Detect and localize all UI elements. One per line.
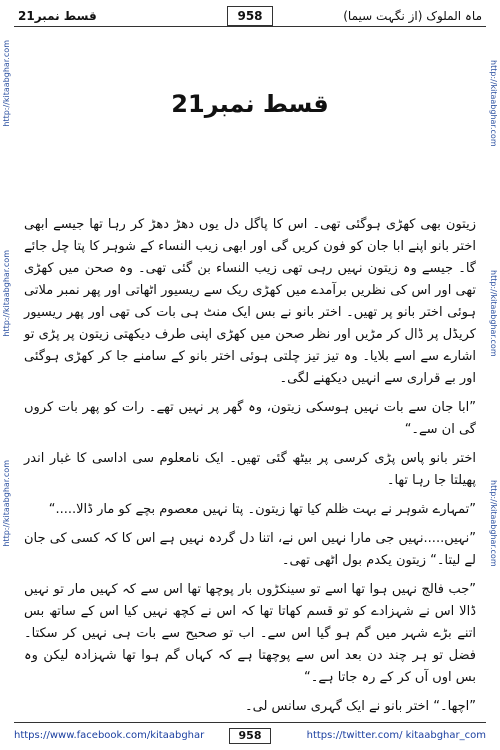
paragraph: ”اچھا۔“ اختر بانو نے ایک گہری سانس لی۔: [245, 699, 476, 714]
episode-label: قسط نمبر21: [18, 9, 97, 23]
side-watermark-left-1: http://kitaabghar.com: [2, 40, 11, 127]
paragraph: ”نہیں.....نہیں جی مارا نہیں اس نے، اتنا دل گردہ نہیں ہے اس کا کہ کسی کی جان لے لیتا۔“ زیتون یکدم بول اٹھی تھی۔: [24, 531, 476, 568]
side-watermark-left-3: http://kitaabghar.com: [2, 460, 11, 547]
paragraph: ”تمہارے شوہر نے بہت ظلم کیا تھا زیتون۔ پتا نہیں معصوم بچے کو مار ڈالا.....“: [48, 502, 476, 517]
header-divider: [14, 26, 486, 27]
paragraph: اختر بانو پاس پڑی کرسی پر بیٹھ گئی تھیں۔ ایک نامعلوم سی اداسی کا غبار اندر پھیلتا جا رہا تھا۔: [24, 451, 476, 488]
story-body: [24, 214, 476, 725]
page-footer: [14, 728, 486, 744]
paragraph: ”ابا جان سے بات نہیں ہوسکی زیتون، وہ گھر پر نہیں تھے۔ رات کو پھر بات کروں گی ان سے۔“: [24, 400, 476, 437]
side-watermark-left-2: http://kitaabghar.com: [2, 250, 11, 337]
twitter-link[interactable]: https://twitter.com/ kitaabghar_com: [306, 730, 486, 741]
footer-divider: [14, 722, 486, 723]
facebook-link[interactable]: https://www.facebook.com/kitaabghar: [14, 730, 205, 741]
paragraph: ”جب فالج نہیں ہوا تھا اسے تو سینکڑوں بار پوچھا تھا اس سے کہ کہیں مار تو نہیں ڈالا اس نے شہزادے کو تو قسم کھاتا تھا کہ اس نے کچھ نہیں کیا اس کے ساتھ بس اتنے بڑے شہر میں گم ہو گیا اس سے۔ اب تو صحیح سے بات ہی نہیں کر سکتا۔ فضل تو ہر چند دن بعد اس سے پوچھتا ہے کہ کہاں گم ہوا تھا شہزادہ لیکن وہ بس اوں آں کر کے رہ جاتا ہے۔“: [24, 582, 476, 685]
side-watermark-right-2: http://kitaabghar.com: [489, 270, 498, 357]
chapter-title: قسط نمبر21: [171, 90, 329, 118]
page-number-top: 958: [227, 6, 273, 26]
page-header: [14, 6, 486, 28]
book-title: ماہ الملوک (از نگہت سیما): [343, 9, 482, 23]
page-number-bottom: 958: [229, 728, 271, 744]
side-watermark-right-3: http://kitaabghar.com: [489, 480, 498, 567]
side-watermark-right-1: http://kitaabghar.com: [489, 60, 498, 147]
paragraph: زیتون بھی کھڑی ہوگئی تھی۔ اس کا پاگل دل یوں دھڑ دھڑ کر رہا تھا جیسے ابھی اختر بانو اپنے ابا جان کو فون کریں گی اور ابھی زیب النساء کے شوہر کا پتا چل جائے گا۔ جیسے وہ زیتون نہیں رہی تھی زیب النساء بن گئی تھی۔ وہ صحن میں کھڑی تھی اور اس کی نظریں برآمدے میں کھڑی ریک سے ریسیور اٹھاتی اور پھر نمبر ملاتی ہوئی اختر بانو پر تھیں۔ اختر بانو نے بس ایک منٹ ہی بات کی تھی اور پھر ریسیور کریڈل پر ڈال کر مڑیں اور نظر صحن میں کھڑی اپنی طرف دیکھتی زیتون پر پڑی تو اشارے سے اسے بلایا۔ وہ تیز تیز چلتی ہوئی اختر بانو کے سامنے جا کر کھڑی ہوگئی اور بے قراری سے انہیں دیکھنے لگی۔: [24, 217, 476, 386]
